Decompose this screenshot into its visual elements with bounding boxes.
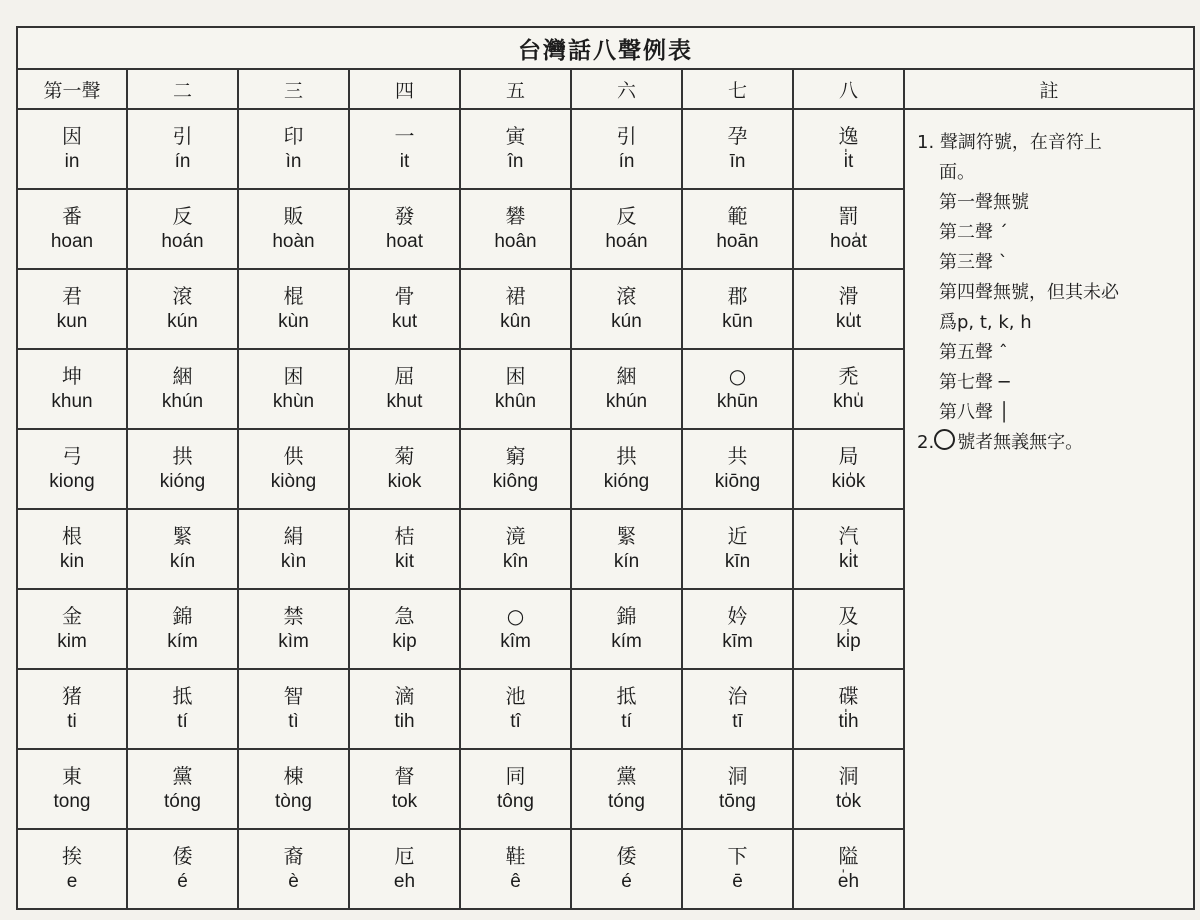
tone-cell [127, 749, 238, 829]
character: ○ [728, 364, 747, 388]
romanization: kip [392, 631, 417, 652]
tone-table [16, 26, 1195, 910]
romanization: kìn [280, 551, 307, 572]
tone-cell [349, 109, 460, 189]
romanization: tì [288, 711, 299, 732]
romanization: kiok [387, 471, 422, 492]
romanization: é [177, 871, 188, 892]
tone-header-4: 四 [349, 69, 460, 109]
circle-icon [934, 429, 955, 450]
character: 及 [838, 604, 859, 628]
romanization: tōng [719, 791, 756, 812]
character: 屈 [394, 364, 415, 388]
character: 共 [727, 444, 748, 468]
romanization: ìn [285, 151, 302, 172]
character: 一 [394, 124, 415, 148]
romanization: i̍t [843, 151, 854, 172]
romanization: tî [510, 711, 521, 732]
character: 棍 [283, 284, 304, 308]
romanization: e̍h [837, 871, 860, 892]
romanization: kin [59, 551, 85, 572]
character: 下 [727, 844, 748, 868]
tone-cell [238, 349, 349, 429]
romanization: kím [611, 631, 642, 652]
character: 窮 [505, 444, 526, 468]
tone-cell [127, 189, 238, 269]
romanization: kún [611, 311, 642, 332]
romanization: tí [621, 711, 632, 732]
tone-cell [571, 109, 682, 189]
character: 坤 [62, 364, 82, 388]
character: 發 [394, 204, 415, 228]
character: 智 [283, 684, 304, 708]
tone-cell [460, 669, 571, 749]
character: 妗 [727, 604, 748, 628]
character: 弓 [62, 444, 82, 468]
romanization: tòng [275, 791, 312, 812]
romanization: khūn [716, 391, 759, 412]
tone-cell [349, 429, 460, 509]
romanization: tông [497, 791, 534, 812]
romanization: kiông [492, 471, 539, 492]
notes-header: 註 [904, 69, 1194, 109]
romanization: eh [393, 871, 416, 892]
tone-cell [17, 749, 127, 829]
character: 鞋 [505, 844, 526, 868]
character: 番 [62, 204, 82, 228]
romanization: to̍k [835, 791, 862, 812]
notes-cell [904, 109, 1194, 909]
romanization: tok [391, 791, 418, 812]
tone-cell [460, 349, 571, 429]
character: 滑 [838, 284, 859, 308]
tone-cell [571, 429, 682, 509]
romanization: în [507, 151, 524, 172]
note-line-n1_b: 面。 [939, 162, 975, 183]
character: 猪 [62, 684, 82, 708]
romanization: khùn [272, 391, 315, 412]
note-line-tone4_a: 第四聲無號，但其未必 [939, 282, 1119, 303]
tone-cell [571, 189, 682, 269]
tone-cell [460, 509, 571, 589]
romanization: kīn [724, 551, 751, 572]
tone-cell [127, 109, 238, 189]
character: 郡 [727, 284, 748, 308]
character: 東 [62, 764, 82, 788]
romanization: hoán [161, 231, 204, 252]
romanization: kim [57, 631, 87, 652]
character: 黨 [172, 764, 193, 788]
character: 滾 [616, 284, 637, 308]
romanization: ti̍h [838, 711, 859, 732]
tone-cell [682, 509, 793, 589]
romanization: kut [391, 311, 418, 332]
romanization: ê [510, 871, 521, 892]
note-line-tone2: 第二聲 ˊ [939, 222, 1008, 243]
romanization: in [64, 151, 80, 172]
character: 隘 [838, 844, 859, 868]
note-line-tone7: 第七聲 ─ [939, 372, 1010, 393]
romanization: ku̍t [835, 311, 862, 332]
romanization: e [66, 871, 78, 892]
romanization: khu̍ [833, 391, 864, 412]
romanization: kîm [500, 631, 531, 652]
romanization: tih [394, 711, 415, 732]
romanization: kiōng [714, 471, 761, 492]
tone-cell [571, 349, 682, 429]
table-row [17, 109, 1194, 189]
romanization: ti [67, 711, 77, 732]
tone-cell [571, 669, 682, 749]
tone-cell [571, 269, 682, 349]
character: 棟 [283, 764, 304, 788]
character: 禁 [283, 604, 304, 628]
tone-cell [682, 829, 793, 909]
character: 印 [283, 124, 304, 148]
tone-cell [460, 429, 571, 509]
tone-cell [793, 109, 904, 189]
tone-cell [793, 349, 904, 429]
character: 困 [505, 364, 526, 388]
character: 督 [394, 764, 415, 788]
tone-cell [571, 829, 682, 909]
character: 供 [283, 444, 304, 468]
romanization: khun [51, 391, 93, 412]
tone-cell [238, 189, 349, 269]
tone-cell [17, 269, 127, 349]
romanization: kūn [722, 311, 753, 332]
tone-cell [793, 429, 904, 509]
romanization: hoa̍t [830, 231, 867, 252]
tone-cell [17, 829, 127, 909]
tone-cell [460, 829, 571, 909]
tone-header-3: 三 [238, 69, 349, 109]
note-number: 2. [917, 432, 935, 453]
romanization: tī [732, 711, 743, 732]
character: 罰 [838, 204, 859, 228]
tone-cell [17, 589, 127, 669]
tone-cell [682, 589, 793, 669]
romanization: ē [732, 871, 743, 892]
tone-cell [349, 269, 460, 349]
romanization: kit [395, 551, 414, 572]
romanization: īn [729, 151, 746, 172]
character: 根 [62, 524, 82, 548]
note-line-2 [917, 428, 1187, 458]
character: 禿 [838, 364, 859, 388]
character: 滴 [394, 684, 415, 708]
romanization: it [399, 151, 410, 172]
tone-cell [682, 429, 793, 509]
character: 滰 [505, 524, 526, 548]
tone-cell [682, 189, 793, 269]
character: 洞 [838, 764, 859, 788]
character: 池 [505, 684, 526, 708]
character: 同 [505, 764, 526, 788]
character: 抵 [172, 684, 193, 708]
character: 黨 [616, 764, 637, 788]
romanization: é [621, 871, 632, 892]
tone-cell [238, 429, 349, 509]
character: 寅 [505, 124, 526, 148]
character: 範 [727, 204, 748, 228]
romanization: tí [177, 711, 188, 732]
character: 礬 [505, 204, 526, 228]
tone-cell [238, 589, 349, 669]
character: 緊 [172, 524, 193, 548]
tone-cell [460, 269, 571, 349]
romanization: hoat [386, 231, 423, 252]
romanization: khún [161, 391, 204, 412]
note-line-tone4_b: 爲p, t, k, h [939, 312, 1032, 333]
romanization: khut [386, 391, 423, 412]
table-title: 台灣話八聲例表 [17, 27, 1194, 69]
character: 裔 [283, 844, 304, 868]
romanization: kìm [278, 631, 309, 652]
tone-cell [682, 349, 793, 429]
tone-header-5: 五 [460, 69, 571, 109]
tone-cell [238, 109, 349, 189]
character: 引 [616, 124, 637, 148]
character: 骨 [394, 284, 415, 308]
tone-cell [238, 269, 349, 349]
romanization: kún [167, 311, 198, 332]
character: 急 [394, 604, 415, 628]
romanization: hoàn [272, 231, 315, 252]
character: 金 [62, 604, 82, 628]
romanization: tóng [608, 791, 645, 812]
character: 汽 [838, 524, 859, 548]
tone-cell [682, 749, 793, 829]
note-line-tone1: 第一聲無號 [939, 192, 1029, 213]
romanization: hoan [50, 231, 94, 252]
character: 困 [283, 364, 304, 388]
tone-cell [349, 509, 460, 589]
character: 治 [727, 684, 748, 708]
romanization: hoán [605, 231, 648, 252]
tone-cell [682, 109, 793, 189]
tone-cell [349, 829, 460, 909]
romanization: kióng [603, 471, 650, 492]
tone-cell [238, 829, 349, 909]
tone-header-8: 八 [793, 69, 904, 109]
tone-cell [793, 269, 904, 349]
tone-cell [793, 589, 904, 669]
tone-cell [793, 509, 904, 589]
tone-cell [17, 189, 127, 269]
tone-cell [127, 429, 238, 509]
tone-cell [349, 589, 460, 669]
tone-cell [571, 589, 682, 669]
character: 倭 [616, 844, 637, 868]
character: 洞 [727, 764, 748, 788]
romanization: ín [618, 151, 635, 172]
character: 錦 [616, 604, 637, 628]
romanization: kio̍k [831, 471, 866, 492]
character: 逸 [838, 124, 859, 148]
tone-cell [349, 189, 460, 269]
romanization: kín [169, 551, 196, 572]
tone-cell [349, 349, 460, 429]
character: 綑 [616, 364, 637, 388]
tone-cell [682, 669, 793, 749]
character: 挨 [62, 844, 82, 868]
character: 倭 [172, 844, 193, 868]
tone-cell [571, 749, 682, 829]
tone-cell [17, 429, 127, 509]
romanization: ín [174, 151, 191, 172]
character: 局 [838, 444, 859, 468]
tone-cell [793, 189, 904, 269]
character: 拱 [616, 444, 637, 468]
character: 反 [616, 204, 637, 228]
note-line-n1_a: 1. 聲調符號，在音符上 [917, 132, 1102, 153]
character: 桔 [394, 524, 415, 548]
tone-cell [460, 589, 571, 669]
romanization: ki̍t [839, 551, 858, 572]
romanization: kím [167, 631, 198, 652]
romanization: è [288, 871, 299, 892]
romanization: kín [613, 551, 640, 572]
character: 緊 [616, 524, 637, 548]
tone-cell [571, 509, 682, 589]
tone-header-7: 七 [682, 69, 793, 109]
character: 反 [172, 204, 193, 228]
note-line-tone5: 第五聲 ˆ [939, 342, 1008, 363]
romanization: tóng [164, 791, 201, 812]
character: 裙 [505, 284, 526, 308]
romanization: kùn [278, 311, 309, 332]
romanization: kûn [500, 311, 531, 332]
character: 絹 [283, 524, 304, 548]
character: 販 [283, 204, 304, 228]
romanization: ki̍p [836, 631, 861, 652]
romanization: kióng [159, 471, 206, 492]
character: 因 [62, 124, 82, 148]
romanization: kîn [502, 551, 529, 572]
tone-cell [127, 829, 238, 909]
tone-cell [349, 749, 460, 829]
character: ○ [506, 604, 525, 628]
note-line-tone8: 第八聲 │ [939, 402, 1010, 423]
tone-cell [793, 669, 904, 749]
character: 君 [62, 284, 82, 308]
tone-cell [17, 509, 127, 589]
tone-cell [127, 349, 238, 429]
tone-cell [127, 669, 238, 749]
character: 孕 [727, 124, 748, 148]
note-text: 號者無義無字。 [957, 432, 1084, 453]
character: 菊 [394, 444, 415, 468]
tone-cell [127, 589, 238, 669]
tone-cell [460, 109, 571, 189]
romanization: khûn [494, 391, 537, 412]
tone-cell [238, 749, 349, 829]
tone-cell [238, 509, 349, 589]
romanization: hoān [716, 231, 759, 252]
romanization: kiong [49, 471, 95, 492]
tone-cell [238, 669, 349, 749]
tone-cell [127, 269, 238, 349]
tone-cell [793, 829, 904, 909]
romanization: tong [53, 791, 91, 812]
character: 滾 [172, 284, 193, 308]
note-line-tone3: 第三聲 ˋ [939, 252, 1008, 273]
character: 拱 [172, 444, 193, 468]
character: 近 [727, 524, 748, 548]
tone-cell [127, 509, 238, 589]
tone-cell [460, 189, 571, 269]
romanization: hoân [494, 231, 537, 252]
tone-header-6: 六 [571, 69, 682, 109]
character: 錦 [172, 604, 193, 628]
tone-cell [17, 349, 127, 429]
romanization: kiòng [270, 471, 317, 492]
tone-cell [793, 749, 904, 829]
character: 抵 [616, 684, 637, 708]
character: 引 [172, 124, 193, 148]
tone-cell [460, 749, 571, 829]
tone-cell [17, 669, 127, 749]
tone-cell [682, 269, 793, 349]
character: 綑 [172, 364, 193, 388]
tone-header-2: 二 [127, 69, 238, 109]
romanization: kīm [722, 631, 753, 652]
romanization: kun [56, 311, 88, 332]
tone-header-1: 第一聲 [17, 69, 127, 109]
character: 厄 [394, 844, 415, 868]
romanization: khún [605, 391, 648, 412]
tone-cell [349, 669, 460, 749]
tone-cell [17, 109, 127, 189]
character: 碟 [838, 684, 859, 708]
